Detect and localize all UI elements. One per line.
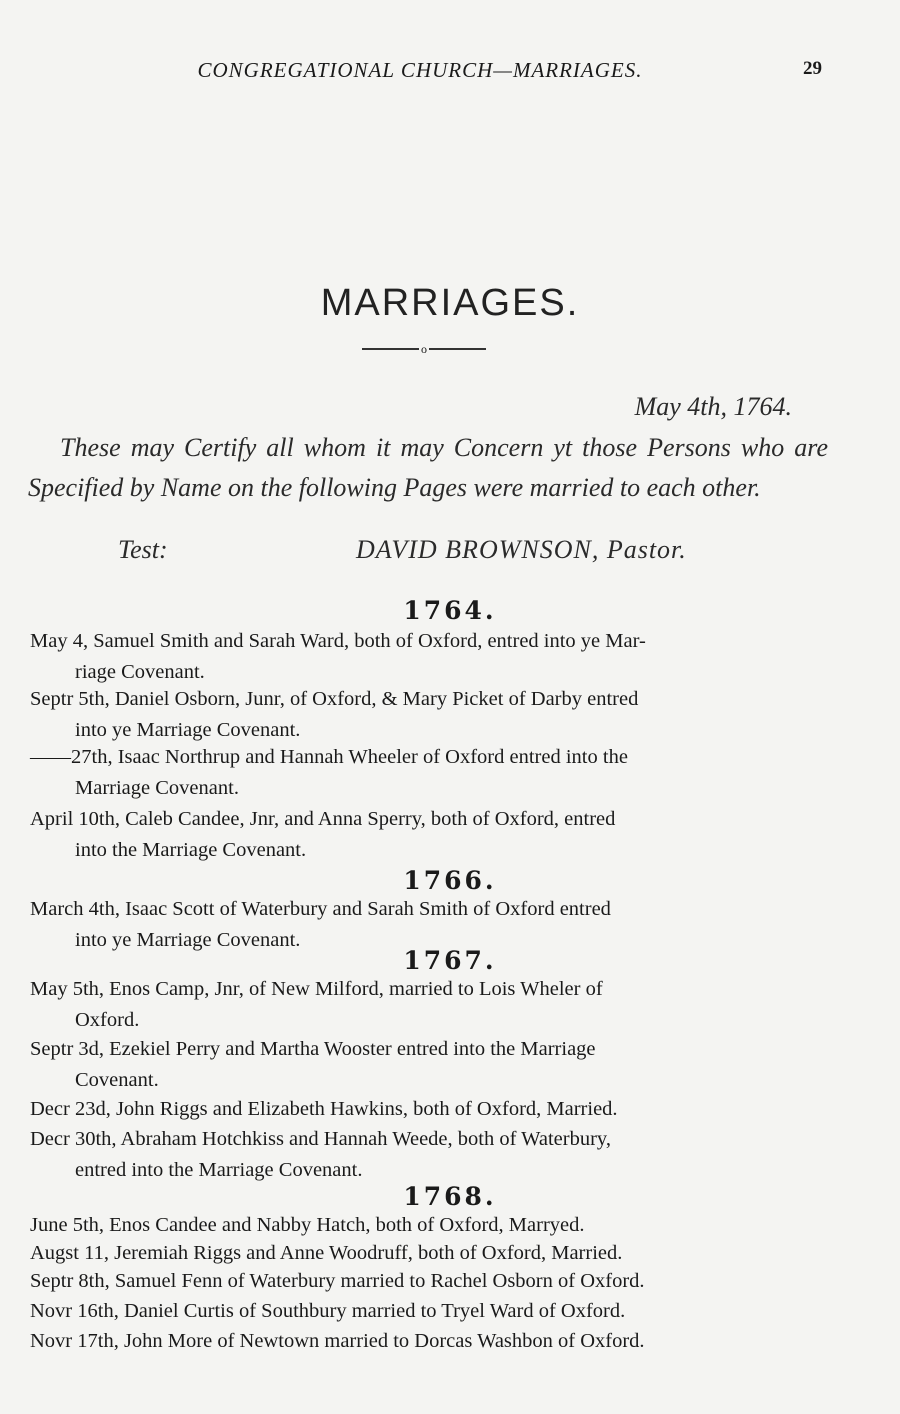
year-heading-1768: 1768. [403, 1182, 497, 1211]
entry-line-1: June 5th, Enos Candee and Nabby Hatch, both of Oxford, Marryed. [30, 1214, 585, 1236]
entry-line-1: May 4, Samuel Smith and Sarah Ward, both of Oxford, entred into ye Mar- [30, 630, 646, 652]
marriage-entry [30, 1238, 825, 1269]
entry-line-2: into ye Marriage Covenant. [75, 929, 301, 951]
entry-line-2: entred into the Marriage Covenant. [75, 1159, 363, 1181]
entry-line-1: Septr 3d, Ezekiel Perry and Martha Wooster entred into the Marriage [30, 1038, 596, 1060]
marriage-entry [30, 1094, 825, 1125]
divider-line-right [429, 348, 486, 350]
running-head: CONGREGATIONAL CHURCH—MARRIAGES. [197, 58, 643, 82]
entry-line-1: Septr 8th, Samuel Fenn of Waterbury married to Rachel Osborn of Oxford. [30, 1270, 645, 1292]
pastor-signature: DAVID BROWNSON, Pastor. [356, 535, 687, 564]
entry-line-1: April 10th, Caleb Candee, Jnr, and Anna Sperry, both of Oxford, entred [30, 808, 616, 830]
page-number: 29 [803, 58, 822, 79]
marriage-entry [30, 1326, 825, 1357]
entry-line-1: Novr 16th, Daniel Curtis of Southbury married to Tryel Ward of Oxford. [30, 1300, 626, 1322]
marriage-entry [30, 1034, 825, 1096]
marriage-entry [30, 804, 825, 866]
divider-line-left [362, 348, 419, 350]
entry-line-1: Novr 17th, John More of Newtown married to Dorcas Washbon of Oxford. [30, 1330, 645, 1352]
test-label: Test: [118, 535, 168, 564]
marriage-entry [30, 626, 825, 688]
entry-line-1: ——27th, Isaac Northrup and Hannah Wheeler of Oxford entred into the [30, 746, 628, 768]
entry-line-1: March 4th, Isaac Scott of Waterbury and Sarah Smith of Oxford entred [30, 898, 611, 920]
marriage-entry [30, 1210, 825, 1241]
entry-line-2: riage Covenant. [75, 661, 205, 683]
certificate-date: May 4th, 1764. [634, 392, 792, 421]
entry-line-2: into the Marriage Covenant. [75, 839, 307, 861]
marriage-entry [30, 974, 825, 1036]
entry-line-1: Augst 11, Jeremiah Riggs and Anne Woodruff, both of Oxford, Married. [30, 1242, 623, 1264]
marriage-entry [30, 684, 825, 746]
year-heading-1767: 1767. [403, 946, 497, 975]
entry-line-2: Oxford. [75, 1009, 140, 1031]
year-heading-1764: 1764. [403, 596, 497, 625]
entry-line-1: May 5th, Enos Camp, Jnr, of New Milford, married to Lois Wheler of [30, 978, 603, 1000]
entry-line-2: into ye Marriage Covenant. [75, 719, 301, 741]
marriage-entry [30, 1266, 825, 1297]
entry-line-2: Marriage Covenant. [75, 777, 239, 799]
certificate-text: These may Certify all whom it may Concern yt those Persons who are Specified by Name on the following Pages were married to each other. [28, 433, 828, 502]
year-heading-1766: 1766. [403, 866, 497, 895]
entry-line-1: Septr 5th, Daniel Osborn, Junr, of Oxford, & Mary Picket of Darby entred [30, 688, 639, 710]
marriage-entry [30, 1124, 825, 1186]
entry-line-2: Covenant. [75, 1069, 159, 1091]
entry-line-1: Decr 30th, Abraham Hotchkiss and Hannah Weede, both of Waterbury, [30, 1128, 611, 1150]
ornament-divider [362, 344, 486, 354]
marriage-entry [30, 1296, 825, 1327]
marriage-entry [30, 742, 825, 804]
divider-circle: o [421, 342, 427, 356]
entry-line-1: Decr 23d, John Riggs and Elizabeth Hawkins, both of Oxford, Married. [30, 1098, 618, 1120]
page-title: MARRIAGES. [320, 282, 580, 324]
